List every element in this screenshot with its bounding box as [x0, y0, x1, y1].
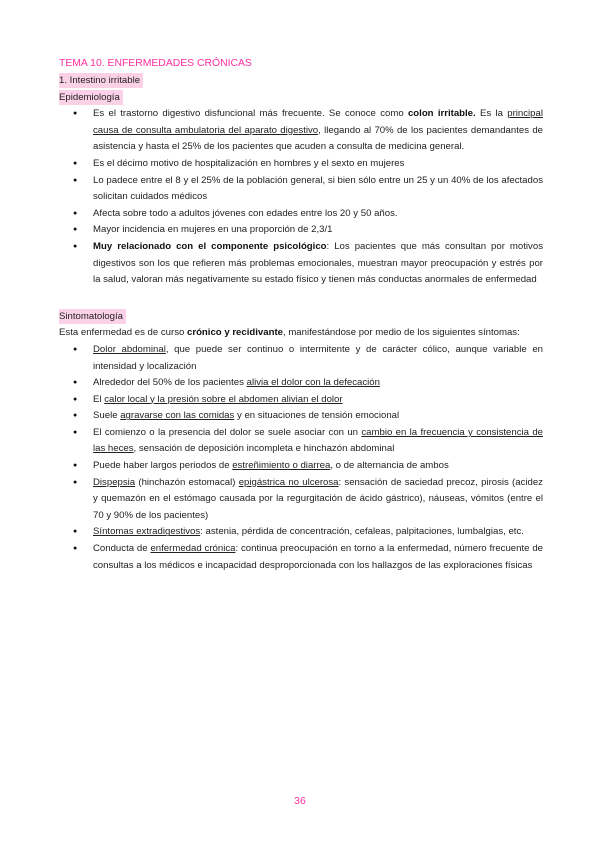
list-item: ● Dolor abdominal, que puede ser continuo o intermitente y de carácter cólico, aunque variable en intensidad y localización	[93, 342, 543, 375]
symptoms-intro: Esta enfermedad es de curso crónico y recidivante, manifestándose por medio de los siguientes síntomas:	[59, 327, 520, 339]
subsection-heading-symptoms: Sintomatología	[59, 309, 126, 324]
list-item: ● Suele agravarse con las comidas y en situaciones de tensión emocional	[93, 408, 543, 425]
list-item: ● Puede haber largos periodos de estreñimiento o diarrea, o de alternancia de ambos	[93, 458, 543, 475]
section-heading: 1. Intestino irritable	[59, 73, 143, 88]
list-item: ● Alrededor del 50% de los pacientes alivia el dolor con la defecación	[93, 375, 543, 392]
list-item: ● Afecta sobre todo a adultos jóvenes con edades entre los 20 y 50 años.	[93, 206, 543, 223]
subsection-heading-epidemiology: Epidemiología	[59, 90, 123, 105]
list-item: ● Mayor incidencia en mujeres en una proporción de 2,3/1	[93, 222, 543, 239]
list-item: ● El calor local y la presión sobre el abdomen alivian el dolor	[93, 392, 543, 409]
epidemiology-list	[59, 106, 543, 289]
list-item: ● El comienzo o la presencia del dolor se suele asociar con un cambio en la frecuencia y consistencia de las heces, sensación de deposición incompleta e hinchazón abdominal	[93, 425, 543, 458]
symptoms-list	[59, 342, 543, 574]
list-item: ● Síntomas extradigestivos: astenia, pérdida de concentración, cefaleas, palpitaciones, lumbalgias, etc.	[93, 524, 543, 541]
list-item: ● Conducta de enfermedad crónica: continua preocupación en torno a la enfermedad, número frecuente de consultas a los médicos e incapacidad desproporcionada con los hallazgos de las exploraciones físicas	[93, 541, 543, 574]
chapter-title: TEMA 10. ENFERMEDADES CRÓNICAS	[59, 58, 252, 69]
list-item: ● Es el trastorno digestivo disfuncional más frecuente. Se conoce como colon irritable. Es la principal causa de consulta ambulatoria del aparato digestivo, llegando al 70% de los pacientes demandantes de asistencia y hasta el 25% de los pacientes que acuden a consulta de medicina general.	[93, 106, 543, 156]
list-item: ● Muy relacionado con el componente psicológico: Los pacientes que más consultan por motivos digestivos son los que refieren más problemas emocionales, muestran mayor preocupación y estrés por la salud, valoran más negativamente su estado físico y tienen más conductas anormales de enfermedad	[93, 239, 543, 289]
page-number: 36	[294, 795, 306, 807]
document-page	[59, 56, 543, 574]
list-item: ● Dispepsia (hinchazón estomacal) epigástrica no ulcerosa: sensación de saciedad precoz, pirosis (acidez y quemazón en el estómago causada por la regurgitación de ácido gástrico), náuseas, vómitos (entre el 70 y 90% de los pacientes)	[93, 475, 543, 525]
list-item: ● Lo padece entre el 8 y el 25% de la población general, si bien sólo entre un 25 y un 40% de los afectados solicitan cuidados médicos	[93, 173, 543, 206]
list-item: ● Es el décimo motivo de hospitalización en hombres y el sexto en mujeres	[93, 156, 543, 173]
